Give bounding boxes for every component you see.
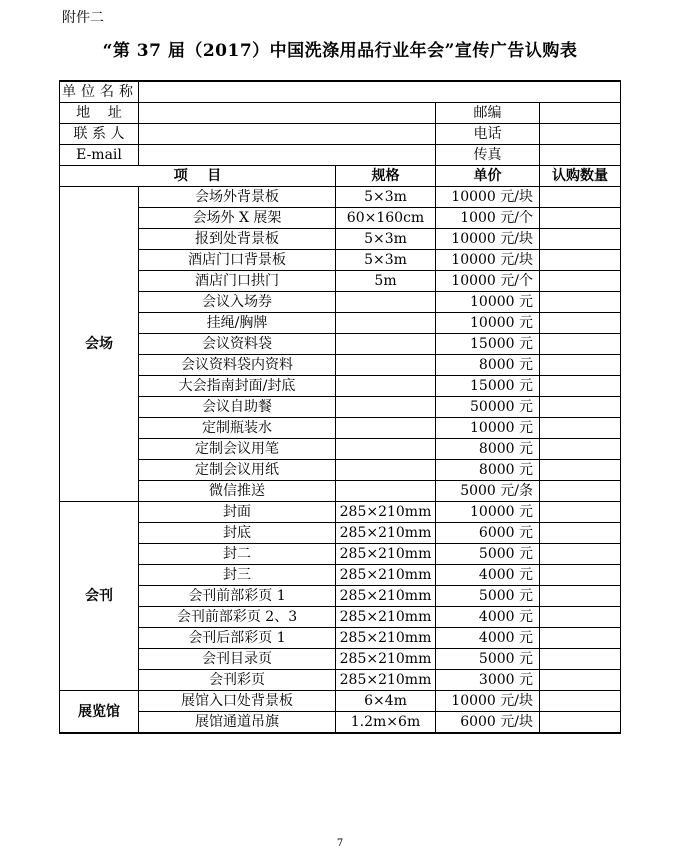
email-input[interactable]	[139, 145, 436, 166]
quantity-input[interactable]	[540, 712, 621, 734]
spec-cell	[336, 460, 436, 481]
item-cell: 会场外背景板	[139, 187, 336, 208]
spec-cell	[336, 355, 436, 376]
postcode-label: 邮编	[436, 103, 540, 124]
document-title: “第 37 届（2017）中国洗涤用品行业年会”宣传广告认购表	[102, 41, 578, 61]
quantity-input[interactable]	[540, 439, 621, 460]
price-cell: 4000 元	[436, 565, 540, 586]
price-cell: 3000 元	[436, 670, 540, 691]
price-cell: 6000 元	[436, 523, 540, 544]
table-row	[60, 313, 621, 334]
spec-cell	[336, 376, 436, 397]
price-cell: 8000 元	[436, 355, 540, 376]
table-body	[60, 81, 621, 733]
address-input[interactable]	[139, 103, 436, 124]
table-row	[60, 355, 621, 376]
column-header-item: 项 目	[60, 166, 336, 187]
table-row	[60, 481, 621, 502]
quantity-input[interactable]	[540, 649, 621, 670]
table-row	[60, 565, 621, 586]
table-row	[60, 334, 621, 355]
price-cell: 1000 元/个	[436, 208, 540, 229]
price-cell: 5000 元	[436, 544, 540, 565]
table-row	[60, 418, 621, 439]
spec-cell	[336, 418, 436, 439]
item-cell: 微信推送	[139, 481, 336, 502]
email-label: E-mail	[60, 145, 139, 166]
quantity-input[interactable]	[540, 334, 621, 355]
table-row	[60, 586, 621, 607]
item-cell: 封底	[139, 523, 336, 544]
item-cell: 挂绳/胸牌	[139, 313, 336, 334]
spec-cell: 5×3m	[336, 229, 436, 250]
column-header-price: 单价	[436, 166, 540, 187]
fax-input[interactable]	[540, 145, 621, 166]
item-cell: 定制瓶装水	[139, 418, 336, 439]
quantity-input[interactable]	[540, 250, 621, 271]
spec-cell	[336, 397, 436, 418]
table-row	[60, 250, 621, 271]
fax-label: 传真	[436, 145, 540, 166]
category-cell: 会场	[60, 187, 139, 502]
item-cell: 会议资料袋内资料	[139, 355, 336, 376]
quantity-input[interactable]	[540, 607, 621, 628]
column-header-row	[60, 166, 621, 187]
quantity-input[interactable]	[540, 376, 621, 397]
price-cell: 10000 元	[436, 292, 540, 313]
quantity-input[interactable]	[540, 628, 621, 649]
quantity-input[interactable]	[540, 292, 621, 313]
price-cell: 10000 元/块	[436, 187, 540, 208]
price-cell: 4000 元	[436, 607, 540, 628]
item-cell: 会刊彩页	[139, 670, 336, 691]
table-row	[60, 670, 621, 691]
subscription-table	[59, 80, 621, 734]
item-cell: 酒店门口拱门	[139, 271, 336, 292]
price-cell: 5000 元	[436, 649, 540, 670]
table-row	[60, 376, 621, 397]
spec-cell: 60×160cm	[336, 208, 436, 229]
address-label: 地 址	[60, 103, 139, 124]
price-cell: 5000 元	[436, 586, 540, 607]
price-cell: 10000 元	[436, 418, 540, 439]
quantity-input[interactable]	[540, 691, 621, 712]
unit-row	[60, 81, 621, 103]
price-cell: 5000 元/条	[436, 481, 540, 502]
quantity-input[interactable]	[540, 397, 621, 418]
table-row	[60, 502, 621, 523]
phone-input[interactable]	[540, 124, 621, 145]
table-row	[60, 649, 621, 670]
spec-cell: 285×210mm	[336, 670, 436, 691]
table-row	[60, 607, 621, 628]
spec-cell: 6×4m	[336, 691, 436, 712]
item-cell: 展馆入口处背景板	[139, 691, 336, 712]
table-row	[60, 397, 621, 418]
item-cell: 大会指南封面/封底	[139, 376, 336, 397]
price-cell: 4000 元	[436, 628, 540, 649]
item-cell: 封三	[139, 565, 336, 586]
item-cell: 会刊目录页	[139, 649, 336, 670]
price-cell: 50000 元	[436, 397, 540, 418]
price-cell: 10000 元/块	[436, 229, 540, 250]
quantity-input[interactable]	[540, 271, 621, 292]
quantity-input[interactable]	[540, 586, 621, 607]
spec-cell: 285×210mm	[336, 628, 436, 649]
email-row	[60, 145, 621, 166]
quantity-input[interactable]	[540, 523, 621, 544]
category-cell: 会刊	[60, 502, 139, 691]
spec-cell	[336, 481, 436, 502]
table-row	[60, 187, 621, 208]
quantity-input[interactable]	[540, 418, 621, 439]
spec-cell	[336, 334, 436, 355]
quantity-input[interactable]	[540, 208, 621, 229]
spec-cell	[336, 313, 436, 334]
spec-cell: 5×3m	[336, 187, 436, 208]
quantity-input[interactable]	[540, 229, 621, 250]
contact-input[interactable]	[139, 124, 436, 145]
price-cell: 6000 元/块	[436, 712, 540, 734]
spec-cell: 285×210mm	[336, 502, 436, 523]
item-cell: 封二	[139, 544, 336, 565]
item-cell: 报到处背景板	[139, 229, 336, 250]
item-cell: 会议自助餐	[139, 397, 336, 418]
price-cell: 10000 元/个	[436, 271, 540, 292]
quantity-input[interactable]	[540, 544, 621, 565]
table-row	[60, 208, 621, 229]
quantity-input[interactable]	[540, 355, 621, 376]
quantity-input[interactable]	[540, 313, 621, 334]
item-cell: 封面	[139, 502, 336, 523]
quantity-input[interactable]	[540, 481, 621, 502]
table-row	[60, 691, 621, 712]
price-cell: 10000 元/块	[436, 250, 540, 271]
item-cell: 会刊前部彩页 1	[139, 586, 336, 607]
price-cell: 8000 元	[436, 439, 540, 460]
table-row	[60, 712, 621, 734]
spec-cell: 5×3m	[336, 250, 436, 271]
table-row	[60, 628, 621, 649]
category-cell: 展览馆	[60, 691, 139, 734]
phone-label: 电话	[436, 124, 540, 145]
postcode-input[interactable]	[540, 103, 621, 124]
item-cell: 定制会议用纸	[139, 460, 336, 481]
price-cell: 8000 元	[436, 460, 540, 481]
item-cell: 会议资料袋	[139, 334, 336, 355]
item-cell: 酒店门口背景板	[139, 250, 336, 271]
attachment-label: 附件二	[62, 10, 104, 26]
item-cell: 定制会议用笔	[139, 439, 336, 460]
spec-cell	[336, 292, 436, 313]
table-row	[60, 544, 621, 565]
spec-cell: 5m	[336, 271, 436, 292]
price-cell: 10000 元/块	[436, 691, 540, 712]
contact-label: 联 系 人	[60, 124, 139, 145]
quantity-input[interactable]	[540, 187, 621, 208]
table-row	[60, 292, 621, 313]
table-row	[60, 523, 621, 544]
price-cell: 10000 元	[436, 313, 540, 334]
contact-row	[60, 124, 621, 145]
price-cell: 15000 元	[436, 376, 540, 397]
quantity-input[interactable]	[540, 670, 621, 691]
unit-input[interactable]	[139, 81, 621, 103]
table-row	[60, 229, 621, 250]
item-cell: 会议入场券	[139, 292, 336, 313]
spec-cell: 285×210mm	[336, 544, 436, 565]
spec-cell: 285×210mm	[336, 586, 436, 607]
table-row	[60, 460, 621, 481]
spec-cell: 1.2m×6m	[336, 712, 436, 734]
address-row	[60, 103, 621, 124]
quantity-input[interactable]	[540, 565, 621, 586]
price-cell: 15000 元	[436, 334, 540, 355]
item-cell: 会场外 X 展架	[139, 208, 336, 229]
quantity-input[interactable]	[540, 502, 621, 523]
column-header-spec: 规格	[336, 166, 436, 187]
item-cell: 会刊前部彩页 2、3	[139, 607, 336, 628]
table-row	[60, 271, 621, 292]
quantity-input[interactable]	[540, 460, 621, 481]
spec-cell	[336, 439, 436, 460]
price-cell: 10000 元	[436, 502, 540, 523]
spec-cell: 285×210mm	[336, 649, 436, 670]
spec-cell: 285×210mm	[336, 565, 436, 586]
item-cell: 会刊后部彩页 1	[139, 628, 336, 649]
spec-cell: 285×210mm	[336, 607, 436, 628]
item-cell: 展馆通道吊旗	[139, 712, 336, 734]
unit-label: 单位名称	[60, 81, 139, 103]
page-number: 7	[336, 838, 344, 849]
column-header-qty: 认购数量	[540, 166, 621, 187]
table-row	[60, 439, 621, 460]
spec-cell: 285×210mm	[336, 523, 436, 544]
